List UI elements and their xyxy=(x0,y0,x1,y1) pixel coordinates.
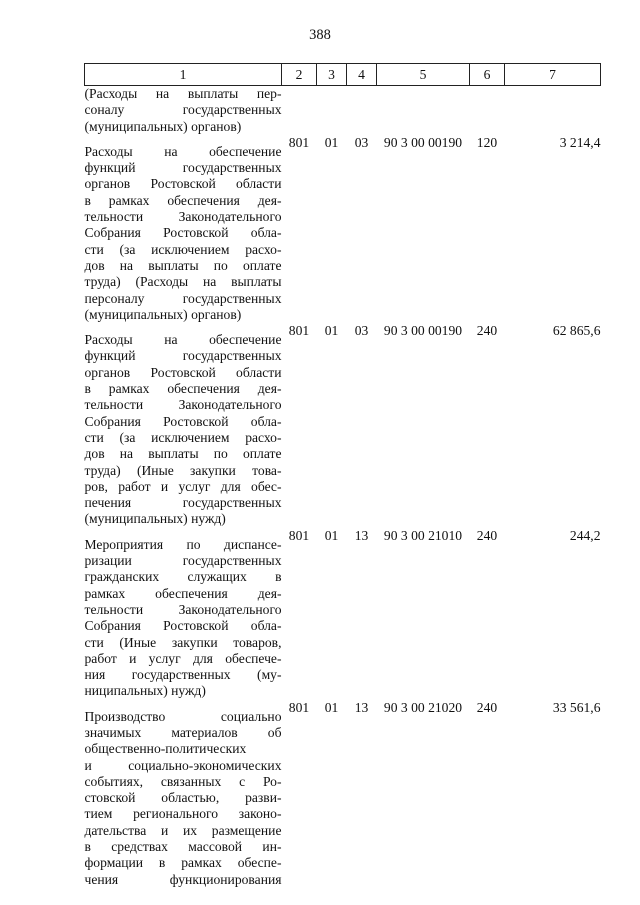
description-line: ризации государственных xyxy=(84,553,282,569)
code-section: 01 xyxy=(324,323,339,339)
code-target-article: 90 3 00 00190 xyxy=(383,134,463,150)
description-line: (муниципальных) органов) xyxy=(84,306,242,322)
description-line: гражданских служащих в xyxy=(84,569,282,585)
code-expense-type: 120 xyxy=(476,134,498,150)
description-line: тельности Законодательного xyxy=(84,209,282,225)
description-line: в рамках обеспечения дея- xyxy=(84,192,282,208)
description-line: труда) (Иные закупки това- xyxy=(84,462,282,478)
code-ministry: 801 xyxy=(288,699,310,715)
column-header-3: 3 xyxy=(317,64,347,86)
code-target-article: 90 3 00 21020 xyxy=(383,699,463,715)
item-description xyxy=(85,700,282,888)
code-section xyxy=(317,86,347,135)
table-row xyxy=(85,135,601,323)
item-description xyxy=(85,528,282,700)
description-line: органов Ростовской области xyxy=(84,364,282,380)
amount: 244,2 xyxy=(569,527,601,543)
description-line: дательства и их размещение xyxy=(84,822,282,838)
table-row xyxy=(85,323,601,528)
description-line: ров, работ и услуг для обес- xyxy=(84,478,282,494)
code-ministry: 801 xyxy=(288,323,310,339)
amount: 3 214,4 xyxy=(559,134,601,150)
description-line: труда) (Расходы на выплаты xyxy=(84,274,282,290)
description-line: общественно-политических xyxy=(84,741,247,757)
code-ministry: 801 xyxy=(288,134,310,150)
column-header-5: 5 xyxy=(377,64,470,86)
description-line: дов на выплаты по оплате xyxy=(84,257,282,273)
description-line: Расходы на обеспечение xyxy=(84,332,282,348)
code-target-article xyxy=(377,86,470,135)
code-expense-type: 240 xyxy=(476,699,498,715)
description-line: Собрания Ростовской обла- xyxy=(84,413,282,429)
description-line: в средствах массовой ин- xyxy=(84,839,282,855)
description-line: персоналу государственных xyxy=(84,290,282,306)
description-line: тельности Законодательного xyxy=(84,601,282,617)
table-body xyxy=(85,86,601,888)
description-line: органов Ростовской области xyxy=(84,176,282,192)
description-line: (муниципальных) органов) xyxy=(84,118,242,134)
code-subsection: 03 xyxy=(354,134,369,150)
code-target-article: 90 3 00 21010 xyxy=(383,527,463,543)
code-section: 01 xyxy=(324,527,339,543)
description-line: и социально-экономических xyxy=(84,757,282,773)
description-line: ния государственных (му- xyxy=(84,667,282,683)
description-line: (муниципальных) нужд) xyxy=(84,511,226,527)
description-line: тельности Законодательного xyxy=(84,397,282,413)
amount xyxy=(505,86,601,135)
code-subsection: 13 xyxy=(354,699,369,715)
column-header-4: 4 xyxy=(347,64,377,86)
item-description xyxy=(85,135,282,323)
code-ministry xyxy=(282,86,317,135)
code-ministry: 801 xyxy=(288,527,310,543)
code-section: 01 xyxy=(324,134,339,150)
code-subsection: 03 xyxy=(354,323,369,339)
description-line: печения государственных xyxy=(84,495,282,511)
code-subsection xyxy=(347,86,377,135)
description-line: Собрания Ростовской обла- xyxy=(84,618,282,634)
description-line: событиях, связанных с Ро- xyxy=(84,773,282,789)
description-line: в рамках обеспечения дея- xyxy=(84,381,282,397)
description-line: соналу государственных xyxy=(84,102,282,118)
code-subsection: 13 xyxy=(354,527,369,543)
description-line: сти (Иные закупки товаров, xyxy=(84,634,282,650)
code-expense-type xyxy=(470,86,505,135)
item-description xyxy=(85,86,282,135)
description-line: чения функционирования xyxy=(84,871,282,887)
code-section: 01 xyxy=(324,699,339,715)
column-header-7: 7 xyxy=(505,64,601,86)
page-number: 388 xyxy=(309,27,331,43)
code-target-article: 90 3 00 00190 xyxy=(383,323,463,339)
amount: 33 561,6 xyxy=(552,699,601,715)
description-line: рамках обеспечения дея- xyxy=(84,585,282,601)
code-expense-type: 240 xyxy=(476,527,498,543)
table-row xyxy=(85,528,601,700)
code-expense-type: 240 xyxy=(476,323,498,339)
table-header-row xyxy=(85,64,601,86)
item-description xyxy=(85,323,282,528)
description-line: работ и услуг для обеспече- xyxy=(84,650,282,666)
description-line: тием регионального законо- xyxy=(84,806,282,822)
column-header-2: 2 xyxy=(282,64,317,86)
description-line: сти (за исключением расхо- xyxy=(84,429,282,445)
description-line: (Расходы на выплаты пер- xyxy=(84,86,282,101)
description-line: дов на выплаты по оплате xyxy=(84,446,282,462)
budget-table xyxy=(84,63,601,888)
description-line: Расходы на обеспечение xyxy=(84,143,282,159)
column-header-1: 1 xyxy=(85,64,282,86)
description-line: функций государственных xyxy=(84,160,282,176)
description-line: формации в рамках обеспе- xyxy=(84,855,282,871)
description-line: Производство социально xyxy=(84,708,282,724)
description-line: Мероприятия по диспансе- xyxy=(84,536,282,552)
table-row xyxy=(85,86,601,135)
amount: 62 865,6 xyxy=(552,323,601,339)
description-line: сти (за исключением расхо- xyxy=(84,241,282,257)
description-line: функций государственных xyxy=(84,348,282,364)
table-row xyxy=(85,700,601,888)
column-header-6: 6 xyxy=(470,64,505,86)
description-line: значимых материалов об xyxy=(84,724,282,740)
description-line: Собрания Ростовской обла- xyxy=(84,225,282,241)
description-line: ниципальных) нужд) xyxy=(84,683,206,699)
description-line: стовской областью, разви- xyxy=(84,790,282,806)
